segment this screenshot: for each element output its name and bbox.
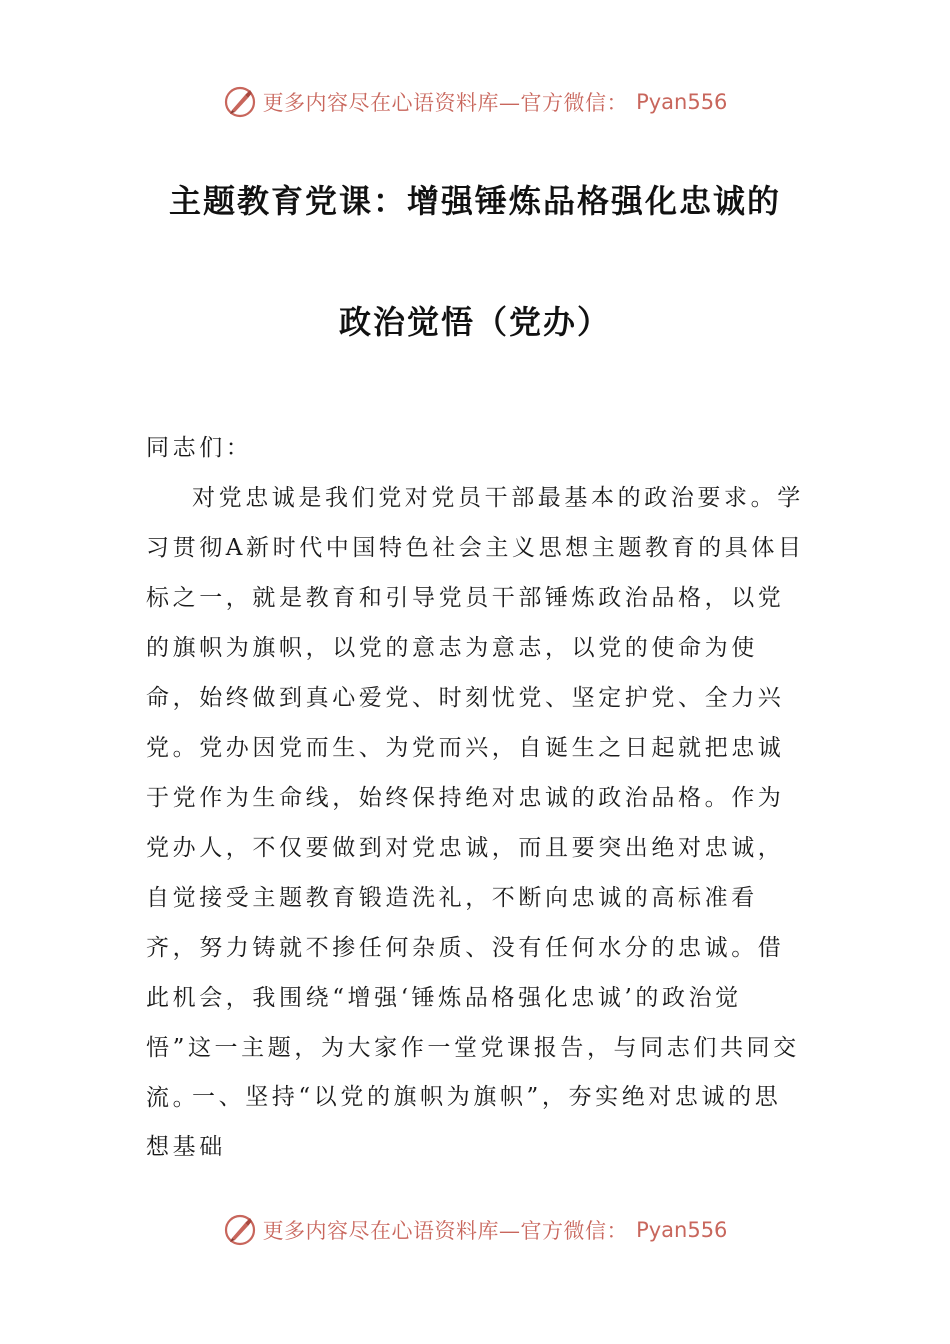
watermark-text: 更多内容尽在心语资料库—官方微信：: [262, 91, 629, 115]
greeting: 同志们：: [146, 435, 253, 461]
pen-logo-icon: [223, 85, 257, 119]
pen-logo-icon: [223, 1213, 257, 1247]
document-title-line-1: 主题教育党课：增强锤炼品格强化忠诚的: [168, 182, 781, 220]
watermark-wechat-id: Pyan556: [636, 90, 728, 114]
watermark-wechat-id: Pyan556: [636, 1218, 728, 1242]
body-paragraph-1: 对党忠诚是我们党对党员干部最基本的政治要求。学习贯彻A新时代中国特色社会主义思想主题教育的具体目标之一，就是教育和引导党员干部锤炼政治品格，以党的旗帜为旗帜，以党的意志为意志，以党的使命为使命，始终做到真心爱党、时刻忧党、坚定护党、全力兴党。党办因党而生、为党而兴，自诞生之日起就把忠诚于党作为生命线，始终保持绝对忠诚的政治品格。作为党办人，不仅要做到对党忠诚，而且要突出绝对忠诚，自觉接受主题教育锻造洗礼，不断向忠诚的高标准看齐，努力铸就不掺任何杂质、没有任何水分的忠诚。借此机会，我围绕“增强‘锤炼品格强化忠诚’的政治觉悟”这一主题，为大家作一堂党课报告，与同志们共同交流。: [146, 485, 805, 1111]
footer-watermark-banner: [0, 1210, 950, 1250]
document-title-line-2: 政治觉悟（党办）: [338, 303, 611, 341]
header-watermark-banner: [0, 82, 950, 122]
watermark-text: 更多内容尽在心语资料库—官方微信：: [262, 1219, 629, 1243]
section-heading-1: 一、坚持“以党的旗帜为旗帜”，夯实绝对忠诚的思想基础: [146, 1084, 782, 1160]
